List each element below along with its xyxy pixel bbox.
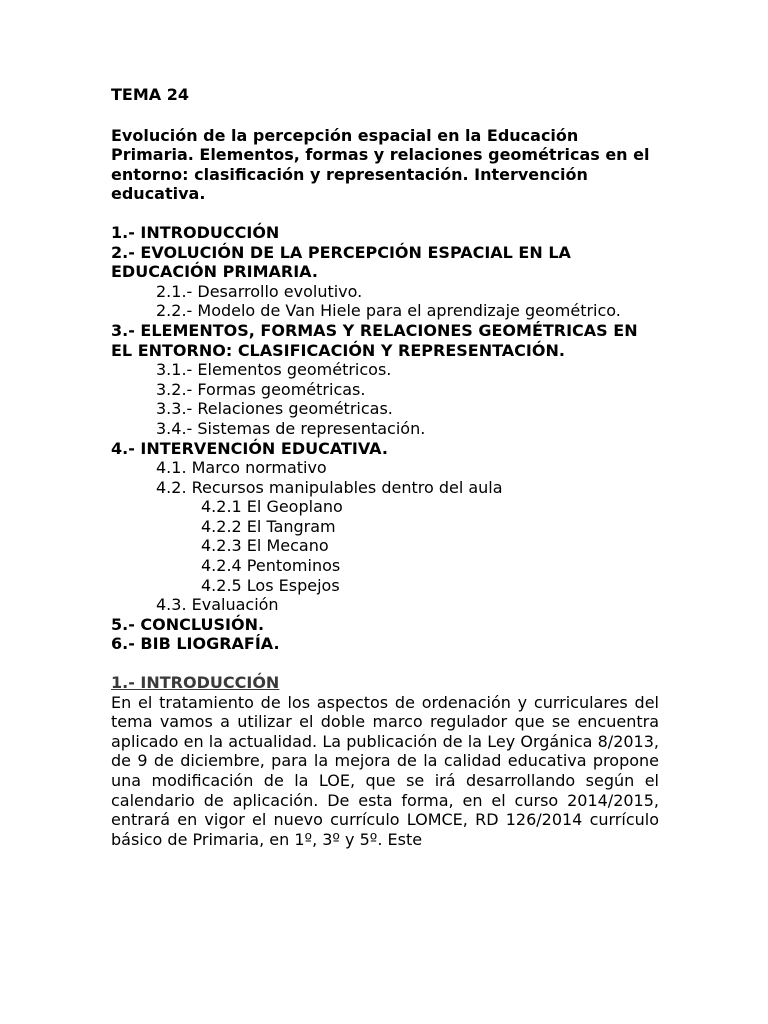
toc-item (111, 439, 659, 459)
toc-item (111, 556, 659, 576)
toc-item (111, 497, 659, 517)
topic-number: TEMA 24 (111, 85, 189, 104)
toc-item-text: 5.- CONCLUSIÓN. (111, 614, 265, 634)
toc-item (111, 223, 659, 243)
toc-item-text: 4.2.2 El Tangram (201, 516, 336, 536)
toc-item-text: 4.2. Recursos manipulables dentro del aula (156, 477, 503, 497)
toc-item (111, 380, 659, 400)
toc-item-text: 4.1. Marco normativo (156, 458, 327, 478)
toc-item (111, 458, 659, 478)
toc-item-text: 3.2.- Formas geométricas. (156, 379, 366, 399)
toc-item (111, 301, 659, 321)
toc-item-text: 2.2.- Modelo de Van Hiele para el aprendizaje geométrico. (156, 301, 621, 321)
toc-item (111, 615, 659, 635)
section-heading: 1.- INTRODUCCIÓN (111, 673, 280, 693)
toc-item-text: 3.- ELEMENTOS, FORMAS Y RELACIONES GEOMÉTRICAS EN EL ENTORNO: CLASIFICACIÓN Y REPRESENTACIÓN. (111, 320, 638, 360)
toc-item-text: 4.2.1 El Geoplano (201, 497, 343, 517)
toc-item-text: 4.2.4 Pentominos (201, 556, 341, 576)
toc-item (111, 478, 659, 498)
toc-item (111, 360, 659, 380)
toc-item-text: 3.3.- Relaciones geométricas. (156, 399, 393, 419)
document-page (111, 85, 659, 849)
toc-item-text: 4.- INTERVENCIÓN EDUCATIVA. (111, 438, 388, 458)
toc-item-text: 2.- EVOLUCIÓN DE LA PERCEPCIÓN ESPACIAL EN LA EDUCACIÓN PRIMARIA. (111, 242, 571, 282)
toc-item-text: 1.- INTRODUCCIÓN (111, 222, 280, 242)
toc-item-text: 3.1.- Elementos geométricos. (156, 360, 392, 380)
toc-item (111, 321, 659, 360)
toc-item-text: 4.3. Evaluación (156, 595, 279, 615)
toc-item (111, 243, 659, 282)
toc-item (111, 634, 659, 654)
toc-item (111, 399, 659, 419)
toc-item-text: 4.2.5 Los Espejos (201, 575, 340, 595)
body-paragraph: En el tratamiento de los aspectos de ordenación y curriculares del tema vamos a utilizar el doble marco regulador que se encuentra aplicado en la actualidad. La publicación de la Ley Orgánica 8/2013, de 9 de diciembre, para la mejora de la calidad educativa propone una modificación de la LOE, que se irá desarrollando según el calendario de aplicación. De esta forma, en el curso 2014/2015, entrará en vigor el nuevo currículo LOMCE, RD 126/2014 currículo básico de Primaria, en 1º, 3º y 5º. Este (111, 692, 659, 849)
toc-item-text: 2.1.- Desarrollo evolutivo. (156, 281, 363, 301)
table-of-contents (111, 223, 659, 654)
toc-item-text: 3.4.- Sistemas de representación. (156, 418, 426, 438)
document-title: Evolución de la percepción espacial en la Educación Primaria. Elementos, formas y relaciones geométricas en el entorno: clasificación y representación. Intervención educativa. (111, 125, 650, 204)
toc-item (111, 517, 659, 537)
toc-item (111, 595, 659, 615)
toc-item (111, 282, 659, 302)
toc-item (111, 576, 659, 596)
toc-item-text: 4.2.3 El Mecano (201, 536, 329, 556)
toc-item-text: 6.- BIB LIOGRAFÍA. (111, 634, 280, 654)
toc-item (111, 419, 659, 439)
toc-item (111, 536, 659, 556)
